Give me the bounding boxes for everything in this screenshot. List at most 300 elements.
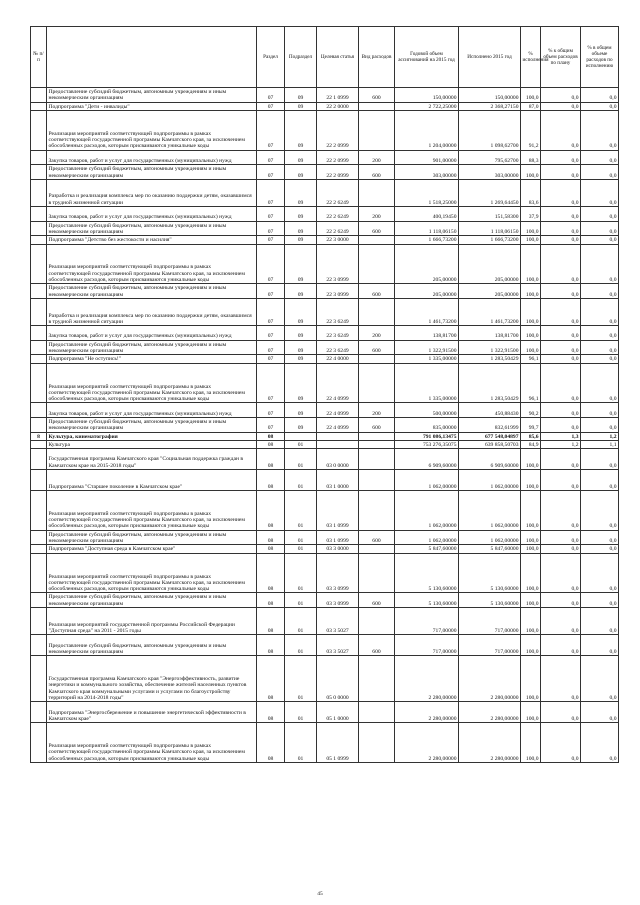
row-subsection: 01 xyxy=(285,490,317,530)
row-subsection: 09 xyxy=(285,221,317,236)
row-name: Закупка товаров, работ и услуг для государственных (муниципальных) нужд xyxy=(47,150,257,165)
row-executed: 1 118,06150 xyxy=(459,221,521,236)
table-row xyxy=(31,207,619,222)
row-execution-percent: 100,0 xyxy=(521,298,541,325)
row-executed: 5 130,60000 xyxy=(459,593,521,608)
row-annual-plan: 901,00000 xyxy=(395,150,459,165)
row-target-item: 03 3 0999 xyxy=(317,553,359,593)
row-share-plan: 0,0 xyxy=(541,326,581,341)
row-subsection: 01 xyxy=(285,545,317,553)
row-execution-percent: 85,6 xyxy=(521,432,541,440)
table-header-row xyxy=(31,27,619,88)
row-section: 07 xyxy=(257,298,285,325)
row-share-plan: 0,0 xyxy=(541,470,581,491)
table-row xyxy=(31,440,619,448)
row-target-item: 22 2 0999 xyxy=(317,165,359,180)
row-share-executed: 0,0 xyxy=(581,530,619,545)
row-name: Государственная программа Камчатского края "Энергоэффективность, развитие энергетики и коммунального хозяйства, обеспечение жителей населенных пунктов Камчатского края коммунальными услугами и услугами по благоустройству территорий на 2014-2018 годы" xyxy=(47,656,257,702)
row-subsection: 09 xyxy=(285,284,317,299)
row-executed: 150,00000 xyxy=(459,88,521,103)
row-name: Подпрограмма "Доступная среда в Камчатском крае" xyxy=(47,545,257,553)
row-share-executed: 0,0 xyxy=(581,244,619,284)
row-name: Разработка и реализация комплекса мер по оказанию поддержки детям, оказавшимся в трудной жизненной ситуации xyxy=(47,179,257,206)
row-subsection: 01 xyxy=(285,440,317,448)
row-target-item: 03 0 0000 xyxy=(317,449,359,470)
row-share-plan: 0,0 xyxy=(541,593,581,608)
row-target-item: 22 2 0999 xyxy=(317,110,359,150)
row-executed: 205,00000 xyxy=(459,244,521,284)
row-subsection: 09 xyxy=(285,207,317,222)
row-execution-percent: 84,9 xyxy=(521,440,541,448)
row-execution-percent: 100,0 xyxy=(521,449,541,470)
row-number xyxy=(31,298,47,325)
row-share-plan: 1,3 xyxy=(541,432,581,440)
table-row xyxy=(31,150,619,165)
row-share-plan: 1,2 xyxy=(541,440,581,448)
row-executed: 2 280,00000 xyxy=(459,656,521,702)
row-share-plan: 0,0 xyxy=(541,102,581,110)
table-row xyxy=(31,102,619,110)
row-execution-percent: 100,0 xyxy=(521,284,541,299)
row-execution-percent: 100,0 xyxy=(521,656,541,702)
row-subsection: 09 xyxy=(285,88,317,103)
row-name: Предоставление субсидий бюджетным, автономным учреждениям и иным некоммерческим организациям xyxy=(47,593,257,608)
row-share-plan: 0,0 xyxy=(541,179,581,206)
row-target-item: 22 3 6249 xyxy=(317,340,359,355)
row-share-plan: 0,0 xyxy=(541,88,581,103)
row-expense-type xyxy=(359,432,395,440)
row-executed: 717,00000 xyxy=(459,635,521,656)
row-annual-plan: 835,00000 xyxy=(395,418,459,433)
row-name: Реализация мероприятий соответствующей подпрограммы в рамках соответствующей государственной программы Камчатского края, за исключением обособленных расходов, которым присваиваются уникальные коды xyxy=(47,490,257,530)
row-execution-percent: 100,0 xyxy=(521,553,541,593)
row-target-item: 03 3 0000 xyxy=(317,545,359,553)
row-section: 08 xyxy=(257,432,285,440)
row-annual-plan: 717,00000 xyxy=(395,635,459,656)
row-number xyxy=(31,88,47,103)
row-expense-type: 600 xyxy=(359,635,395,656)
row-number xyxy=(31,608,47,635)
row-number xyxy=(31,545,47,553)
row-annual-plan: 150,00000 xyxy=(395,88,459,103)
row-name: Предоставление субсидий бюджетным, автономным учреждениям и иным некоммерческим организациям xyxy=(47,635,257,656)
row-target-item: 22 2 6249 xyxy=(317,221,359,236)
header-executed: Исполнено 2015 год xyxy=(459,27,521,88)
row-expense-type xyxy=(359,553,395,593)
row-target-item: 22 4 0999 xyxy=(317,363,359,403)
row-section: 08 xyxy=(257,545,285,553)
table-row xyxy=(31,608,619,635)
row-share-plan: 0,0 xyxy=(541,553,581,593)
row-section: 07 xyxy=(257,207,285,222)
row-subsection: 09 xyxy=(285,179,317,206)
table-row xyxy=(31,298,619,325)
row-target-item: 22 4 0000 xyxy=(317,355,359,363)
row-section: 07 xyxy=(257,88,285,103)
row-execution-percent: 100,0 xyxy=(521,635,541,656)
row-executed: 138,81700 xyxy=(459,326,521,341)
row-target-item: 22 4 0999 xyxy=(317,403,359,418)
row-executed: 1 062,00000 xyxy=(459,530,521,545)
row-expense-type: 200 xyxy=(359,150,395,165)
row-share-plan: 0,0 xyxy=(541,449,581,470)
row-share-plan: 0,0 xyxy=(541,530,581,545)
row-subsection: 01 xyxy=(285,635,317,656)
row-execution-percent: 90,2 xyxy=(521,403,541,418)
row-number xyxy=(31,530,47,545)
row-annual-plan: 717,00000 xyxy=(395,608,459,635)
row-name: Закупка товаров, работ и услуг для государственных (муниципальных) нужд xyxy=(47,326,257,341)
table-row xyxy=(31,418,619,433)
row-name: Реализация мероприятий соответствующей подпрограммы в рамках соответствующей государственной программы Камчатского края, за исключением обособленных расходов, которым присваиваются уникальные коды xyxy=(47,363,257,403)
row-expense-type xyxy=(359,102,395,110)
row-annual-plan: 5 130,60000 xyxy=(395,553,459,593)
row-target-item: 22 3 0000 xyxy=(317,236,359,244)
row-share-executed: 0,0 xyxy=(581,298,619,325)
row-executed: 6 909,60000 xyxy=(459,449,521,470)
table-row xyxy=(31,656,619,702)
row-subsection: 01 xyxy=(285,593,317,608)
row-target-item: 03 3 5027 xyxy=(317,608,359,635)
row-executed: 1 666,73200 xyxy=(459,236,521,244)
row-share-executed: 0,0 xyxy=(581,284,619,299)
row-subsection: 09 xyxy=(285,102,317,110)
row-number xyxy=(31,635,47,656)
row-annual-plan: 1 518,25000 xyxy=(395,179,459,206)
row-share-plan: 0,0 xyxy=(541,608,581,635)
row-subsection: 09 xyxy=(285,110,317,150)
table-row xyxy=(31,110,619,150)
row-section: 08 xyxy=(257,656,285,702)
row-name: Подпрограмма "Не оступись!" xyxy=(47,355,257,363)
row-section: 08 xyxy=(257,530,285,545)
row-section: 07 xyxy=(257,403,285,418)
row-annual-plan: 2 722,25000 xyxy=(395,102,459,110)
table-row xyxy=(31,165,619,180)
row-name: Подпрограмма "Дети - инвалиды" xyxy=(47,102,257,110)
row-executed: 5 847,60000 xyxy=(459,545,521,553)
row-annual-plan: 5 847,60000 xyxy=(395,545,459,553)
row-section: 07 xyxy=(257,355,285,363)
row-annual-plan: 6 909,60000 xyxy=(395,449,459,470)
row-target-item: 05 1 0999 xyxy=(317,723,359,763)
table-row xyxy=(31,363,619,403)
row-target-item xyxy=(317,432,359,440)
row-name: Культура, кинематография xyxy=(47,432,257,440)
row-expense-type xyxy=(359,236,395,244)
row-name: Реализация мероприятий соответствующей подпрограммы в рамках соответствующей государственной программы Камчатского края, за исключением обособленных расходов, которым присваиваются уникальные коды xyxy=(47,110,257,150)
row-share-executed: 0,0 xyxy=(581,88,619,103)
row-execution-percent: 100,0 xyxy=(521,530,541,545)
row-share-plan: 0,0 xyxy=(541,545,581,553)
row-section: 08 xyxy=(257,490,285,530)
row-expense-type: 600 xyxy=(359,340,395,355)
row-name: Подпрограмма "Детство без жестокости и насилия" xyxy=(47,236,257,244)
row-annual-plan: 1 062,00000 xyxy=(395,530,459,545)
row-share-executed: 0,0 xyxy=(581,403,619,418)
table-row xyxy=(31,723,619,763)
row-execution-percent: 88,3 xyxy=(521,150,541,165)
row-section: 07 xyxy=(257,326,285,341)
row-executed: 1 098,62700 xyxy=(459,110,521,150)
row-section: 08 xyxy=(257,593,285,608)
row-expense-type xyxy=(359,440,395,448)
table-row xyxy=(31,545,619,553)
row-share-executed: 0,0 xyxy=(581,553,619,593)
row-name: Подпрограмма "Старшее поколение в Камчатском крае" xyxy=(47,470,257,491)
row-expense-type: 600 xyxy=(359,221,395,236)
row-executed: 677 548,04897 xyxy=(459,432,521,440)
row-section: 08 xyxy=(257,702,285,723)
row-executed: 1 269,64450 xyxy=(459,179,521,206)
row-number xyxy=(31,656,47,702)
row-subsection: 09 xyxy=(285,403,317,418)
row-subsection: 01 xyxy=(285,449,317,470)
row-share-executed: 0,0 xyxy=(581,470,619,491)
row-execution-percent: 100,0 xyxy=(521,702,541,723)
row-expense-type xyxy=(359,449,395,470)
page-number: 45 xyxy=(317,891,323,897)
row-executed: 450,88430 xyxy=(459,403,521,418)
row-executed: 1 062,00000 xyxy=(459,490,521,530)
row-share-plan: 0,0 xyxy=(541,403,581,418)
row-annual-plan: 791 086,13475 xyxy=(395,432,459,440)
document-page xyxy=(30,26,618,763)
row-share-plan: 0,0 xyxy=(541,110,581,150)
row-subsection: 01 xyxy=(285,553,317,593)
row-execution-percent: 83,6 xyxy=(521,179,541,206)
row-annual-plan: 753 276,35075 xyxy=(395,440,459,448)
row-number xyxy=(31,440,47,448)
row-subsection xyxy=(285,432,317,440)
row-share-plan: 0,0 xyxy=(541,418,581,433)
row-share-executed: 0,0 xyxy=(581,236,619,244)
row-annual-plan: 500,00000 xyxy=(395,403,459,418)
row-expense-type xyxy=(359,490,395,530)
row-subsection: 01 xyxy=(285,608,317,635)
row-expense-type: 200 xyxy=(359,326,395,341)
row-execution-percent: 96,1 xyxy=(521,363,541,403)
table-row xyxy=(31,490,619,530)
row-share-plan: 0,0 xyxy=(541,355,581,363)
table-row xyxy=(31,593,619,608)
row-execution-percent: 100,0 xyxy=(521,326,541,341)
row-share-plan: 0,0 xyxy=(541,221,581,236)
row-annual-plan: 205,00000 xyxy=(395,284,459,299)
row-share-executed: 0,0 xyxy=(581,723,619,763)
row-share-executed: 1,2 xyxy=(581,432,619,440)
row-share-plan: 0,0 xyxy=(541,207,581,222)
row-annual-plan: 138,81700 xyxy=(395,326,459,341)
row-subsection: 01 xyxy=(285,702,317,723)
budget-table xyxy=(30,26,619,763)
row-share-plan: 0,0 xyxy=(541,150,581,165)
table-row xyxy=(31,340,619,355)
row-subsection: 09 xyxy=(285,418,317,433)
row-expense-type: 600 xyxy=(359,284,395,299)
row-executed: 1 283,50429 xyxy=(459,355,521,363)
table-row xyxy=(31,403,619,418)
table-row xyxy=(31,702,619,723)
header-annual-plan: Годовой объем ассигнований на 2015 год xyxy=(395,27,459,88)
row-annual-plan: 303,00000 xyxy=(395,165,459,180)
row-executed: 151,58300 xyxy=(459,207,521,222)
row-executed: 5 130,60000 xyxy=(459,553,521,593)
row-share-executed: 0,0 xyxy=(581,110,619,150)
row-annual-plan: 1 335,00000 xyxy=(395,363,459,403)
row-name: Реализация мероприятий соответствующей подпрограммы в рамках соответствующей государственной программы Камчатского края, за исключением обособленных расходов, которым присваиваются уникальные коды xyxy=(47,723,257,763)
row-subsection: 01 xyxy=(285,470,317,491)
table-row xyxy=(31,326,619,341)
row-execution-percent: 100,0 xyxy=(521,236,541,244)
row-number xyxy=(31,449,47,470)
row-subsection: 09 xyxy=(285,326,317,341)
row-executed: 2 280,00000 xyxy=(459,702,521,723)
row-name: Культура xyxy=(47,440,257,448)
row-name: Реализация мероприятий соответствующей подпрограммы в рамках соответствующей государственной программы Камчатского края, за исключением обособленных расходов, которым присваиваются уникальные коды xyxy=(47,244,257,284)
row-expense-type xyxy=(359,110,395,150)
row-subsection: 09 xyxy=(285,150,317,165)
row-execution-percent: 99,7 xyxy=(521,418,541,433)
row-target-item: 03 3 5027 xyxy=(317,635,359,656)
row-share-plan: 0,0 xyxy=(541,723,581,763)
row-annual-plan: 2 280,00000 xyxy=(395,656,459,702)
header-number: № п/п xyxy=(31,27,47,88)
header-expense-type: Вид расходов xyxy=(359,27,395,88)
row-executed: 303,00000 xyxy=(459,165,521,180)
row-number xyxy=(31,363,47,403)
row-number xyxy=(31,165,47,180)
row-execution-percent: 100,0 xyxy=(521,88,541,103)
header-execution-percent: % исполнения xyxy=(521,27,541,88)
row-number xyxy=(31,418,47,433)
row-number xyxy=(31,284,47,299)
row-execution-percent: 96,1 xyxy=(521,355,541,363)
row-share-executed: 0,0 xyxy=(581,545,619,553)
row-share-plan: 0,0 xyxy=(541,284,581,299)
row-share-plan: 0,0 xyxy=(541,244,581,284)
row-expense-type xyxy=(359,545,395,553)
row-target-item: 22 3 0999 xyxy=(317,244,359,284)
row-name: Закупка товаров, работ и услуг для государственных (муниципальных) нужд xyxy=(47,207,257,222)
row-share-plan: 0,0 xyxy=(541,702,581,723)
row-number xyxy=(31,110,47,150)
row-section: 07 xyxy=(257,179,285,206)
row-number xyxy=(31,553,47,593)
table-row xyxy=(31,179,619,206)
row-expense-type: 600 xyxy=(359,88,395,103)
row-subsection: 09 xyxy=(285,165,317,180)
row-expense-type xyxy=(359,355,395,363)
row-subsection: 09 xyxy=(285,355,317,363)
row-share-executed: 0,0 xyxy=(581,656,619,702)
row-executed: 1 461,73200 xyxy=(459,298,521,325)
row-section: 07 xyxy=(257,110,285,150)
header-section: Раздел xyxy=(257,27,285,88)
row-execution-percent: 91,2 xyxy=(521,110,541,150)
row-subsection: 01 xyxy=(285,723,317,763)
row-share-plan: 0,0 xyxy=(541,165,581,180)
table-row xyxy=(31,553,619,593)
row-execution-percent: 37,9 xyxy=(521,207,541,222)
row-name: Предоставление субсидий бюджетным, автономным учреждениям и иным некоммерческим организациям xyxy=(47,284,257,299)
row-execution-percent: 100,0 xyxy=(521,545,541,553)
row-expense-type xyxy=(359,179,395,206)
table-row xyxy=(31,355,619,363)
row-annual-plan: 1 461,73200 xyxy=(395,298,459,325)
row-target-item xyxy=(317,440,359,448)
row-share-executed: 0,0 xyxy=(581,207,619,222)
row-executed: 2 280,00000 xyxy=(459,723,521,763)
row-number xyxy=(31,702,47,723)
header-subsection: Подраздел xyxy=(285,27,317,88)
row-number xyxy=(31,102,47,110)
table-row xyxy=(31,470,619,491)
row-section: 08 xyxy=(257,470,285,491)
row-section: 07 xyxy=(257,165,285,180)
row-expense-type: 200 xyxy=(359,403,395,418)
row-share-executed: 0,0 xyxy=(581,449,619,470)
row-expense-type: 600 xyxy=(359,418,395,433)
row-number xyxy=(31,179,47,206)
row-target-item: 22 2 0999 xyxy=(317,150,359,165)
row-expense-type: 600 xyxy=(359,530,395,545)
row-target-item: 03 1 0999 xyxy=(317,530,359,545)
row-number xyxy=(31,355,47,363)
row-subsection: 01 xyxy=(285,656,317,702)
row-annual-plan: 205,00000 xyxy=(395,244,459,284)
row-annual-plan: 1 322,91500 xyxy=(395,340,459,355)
header-target-item: Целевая статья xyxy=(317,27,359,88)
row-number xyxy=(31,403,47,418)
row-expense-type xyxy=(359,608,395,635)
row-expense-type xyxy=(359,470,395,491)
row-share-executed: 0,0 xyxy=(581,150,619,165)
row-name: Предоставление субсидий бюджетным, автономным учреждениям и иным некоммерческим организациям xyxy=(47,530,257,545)
row-number xyxy=(31,236,47,244)
row-target-item: 22 2 6249 xyxy=(317,179,359,206)
row-target-item: 05 1 0000 xyxy=(317,702,359,723)
row-executed: 2 368,27150 xyxy=(459,102,521,110)
row-target-item: 03 1 0000 xyxy=(317,470,359,491)
row-expense-type xyxy=(359,363,395,403)
row-share-executed: 1,1 xyxy=(581,440,619,448)
row-subsection: 09 xyxy=(285,340,317,355)
table-row xyxy=(31,635,619,656)
row-share-plan: 0,0 xyxy=(541,635,581,656)
row-number: 8 xyxy=(31,432,47,440)
row-name: Предоставление субсидий бюджетным, автономным учреждениям и иным некоммерческим организациям xyxy=(47,165,257,180)
row-executed: 1 062,00000 xyxy=(459,470,521,491)
table-row xyxy=(31,284,619,299)
row-target-item: 22 3 6249 xyxy=(317,326,359,341)
table-row xyxy=(31,88,619,103)
table-row xyxy=(31,530,619,545)
row-section: 07 xyxy=(257,236,285,244)
row-annual-plan: 1 118,06150 xyxy=(395,221,459,236)
row-execution-percent: 87,0 xyxy=(521,102,541,110)
row-execution-percent: 100,0 xyxy=(521,608,541,635)
row-share-executed: 0,0 xyxy=(581,179,619,206)
row-expense-type: 600 xyxy=(359,593,395,608)
row-subsection: 09 xyxy=(285,298,317,325)
table-row xyxy=(31,236,619,244)
row-expense-type xyxy=(359,723,395,763)
row-execution-percent: 100,0 xyxy=(521,221,541,236)
row-share-executed: 0,0 xyxy=(581,340,619,355)
row-share-executed: 0,0 xyxy=(581,326,619,341)
row-subsection: 09 xyxy=(285,236,317,244)
